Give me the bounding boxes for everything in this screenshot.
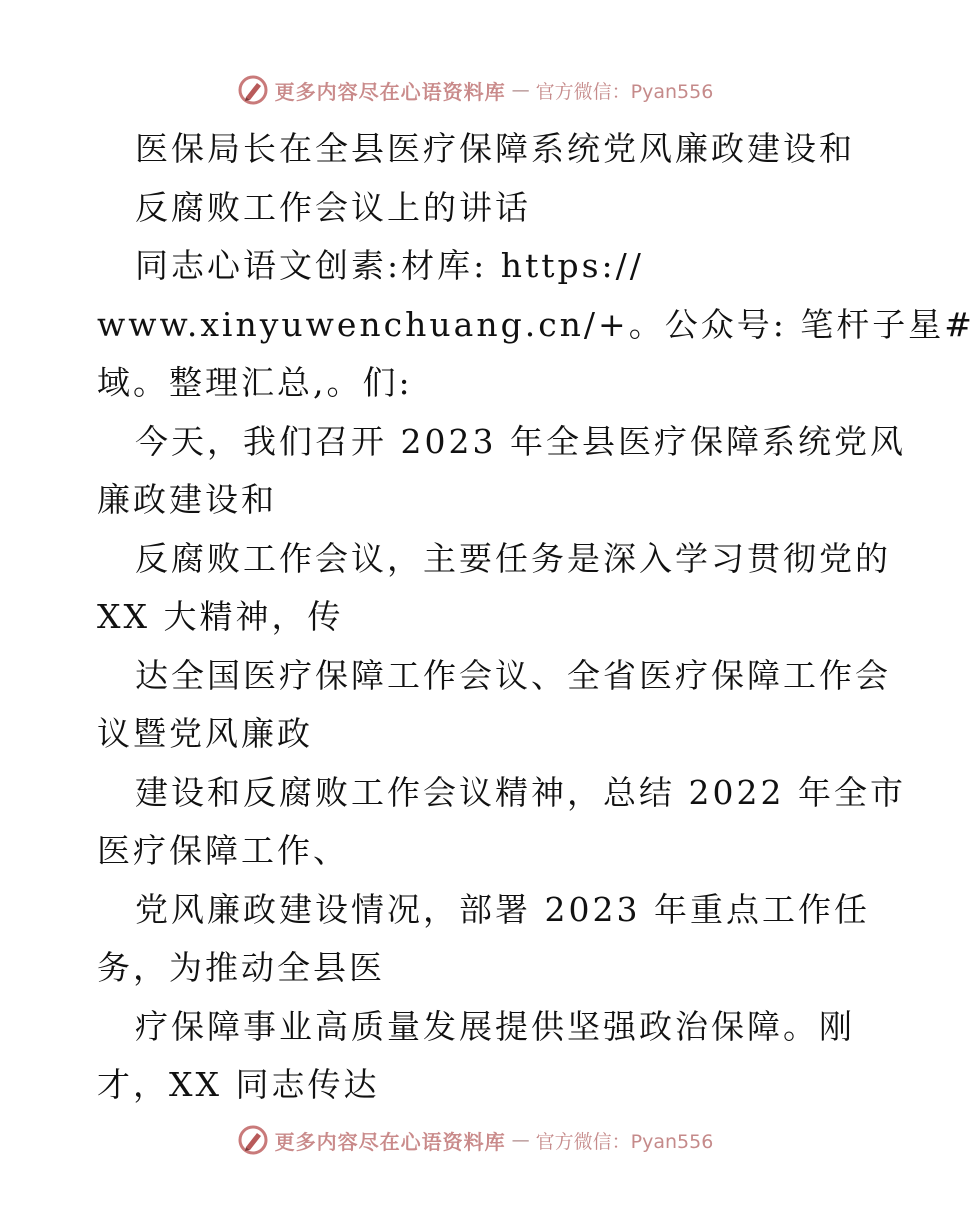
footer-banner — [0, 1120, 950, 1160]
document-body — [97, 120, 975, 1115]
document-line: 域。整理汇总,。们: — [97, 363, 413, 402]
document-line: XX 大精神，传 — [97, 597, 344, 636]
document-line: 医疗保障工作、 — [97, 831, 349, 870]
header-banner — [0, 70, 950, 110]
document-line: 医保局长在全县医疗保障系统党风廉政建设和 — [135, 129, 855, 168]
document-line: 务，为推动全县医 — [97, 948, 385, 987]
banner-wechat: 官方微信：Pyan556 — [535, 1130, 714, 1153]
document-line: 反腐败工作会议上的讲话 — [135, 187, 531, 227]
pen-circle-logo-icon — [237, 1124, 269, 1156]
document-line: 今天，我们召开 2023 年全县医疗保障系统党风 — [135, 421, 906, 461]
document-line: 同志心语文创素:材库: https:// — [135, 246, 644, 285]
document-line: 反腐败工作会议，主要任务是深入学习贯彻党的 — [135, 538, 891, 578]
banner-text: 更多内容尽在心语资料库 — [274, 79, 506, 104]
document-line: 廉政建设和 — [97, 480, 277, 519]
document-line: 达全国医疗保障工作会议、全省医疗保障工作会 — [135, 655, 891, 695]
document-line: 议暨党风廉政 — [97, 714, 313, 753]
banner-text: 更多内容尽在心语资料库 — [274, 1129, 506, 1154]
document-line: 党风廉政建设情况，部署 2023 年重点工作任 — [135, 889, 870, 929]
banner-separator: — — [511, 1129, 530, 1151]
document-line: www.xinyuwenchuang.cn/+。公众号: 笔杆子星# — [97, 304, 975, 344]
document-line: 疗保障事业高质量发展提供坚强政治保障。刚 — [135, 1006, 855, 1046]
header-banner-inner — [237, 74, 714, 106]
document-line: 建设和反腐败工作会议精神，总结 2022 年全市 — [135, 772, 906, 812]
document-line: 才，XX 同志传达 — [97, 1065, 380, 1104]
footer-banner-inner — [237, 1124, 714, 1156]
banner-wechat: 官方微信：Pyan556 — [535, 80, 714, 103]
pen-circle-logo-icon — [237, 74, 269, 106]
banner-separator: — — [511, 79, 530, 101]
